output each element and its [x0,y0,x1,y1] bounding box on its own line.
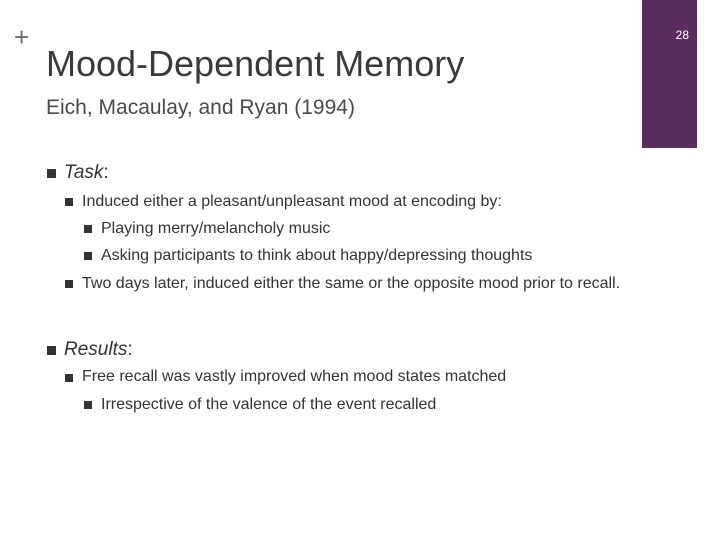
plus-sign: + [14,22,30,52]
results-item-1-sub-1: Irrespective of the valence of the event recalled [101,396,437,413]
slide-title: Mood-Dependent Memory [46,43,465,84]
results-colon: : [127,339,133,360]
task-label: Task [64,162,104,183]
task-item-1-sub-2: Asking participants to think about happy/depressing thoughts [101,247,533,264]
bullet-square [84,401,92,409]
bullet-square [47,169,56,178]
corner-accent-block [642,0,697,148]
task-item-1-sub-1: Playing merry/melancholy music [101,220,331,237]
bullet-square [65,198,73,206]
results-label: Results [64,339,128,360]
bullet-square [84,252,92,260]
slide-subtitle: Eich, Macaulay, and Ryan (1994) [46,96,355,119]
task-item-1: Induced either a pleasant/unpleasant mood at encoding by: [82,193,502,210]
bullet-square [84,225,92,233]
task-colon: : [103,162,109,183]
results-heading [64,338,133,362]
bullet-square [47,346,56,355]
bullet-square [65,280,73,288]
task-item-2: Two days later, induced either the same or the opposite mood prior to recall. [82,275,621,292]
results-item-1: Free recall was vastly improved when mood states matched [82,368,507,385]
bullet-square [65,374,73,382]
task-heading [64,161,109,185]
page-number: 28 [675,28,689,42]
